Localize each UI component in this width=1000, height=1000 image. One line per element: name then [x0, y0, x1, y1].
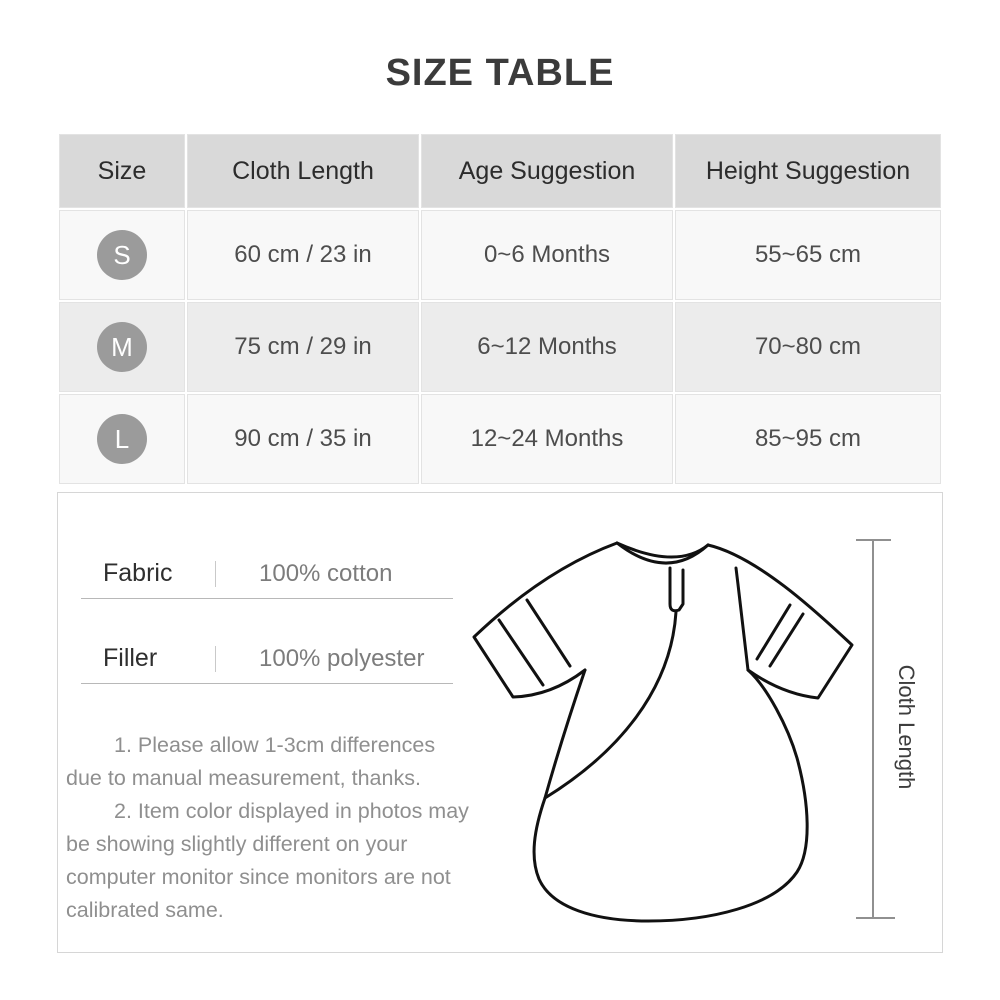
size-badge-s: S [97, 230, 147, 280]
right-cuff-stripe-1 [757, 605, 790, 659]
size-badge-l: L [97, 414, 147, 464]
cell-s-age: 0~6 Months [421, 210, 673, 300]
spec-value-fabric: 100% cotton [259, 559, 393, 587]
zipper-placket [670, 568, 683, 611]
cell-m-age: 6~12 Months [421, 302, 673, 392]
cell-l-age: 12~24 Months [421, 394, 673, 484]
measure-line [872, 540, 874, 918]
cell-s-cloth-length: 60 cm / 23 in [187, 210, 419, 300]
right-cuff-stripe-2 [770, 614, 803, 666]
header-cell-height: Height Suggestion [675, 134, 941, 208]
table-row-m [59, 302, 941, 392]
cell-m-cloth-length: 75 cm / 29 in [187, 302, 419, 392]
header-cell-age: Age Suggestion [421, 134, 673, 208]
body-right-edge [736, 568, 748, 670]
cell-l-cloth-length: 90 cm / 35 in [187, 394, 419, 484]
spec-row-fabric [81, 549, 453, 599]
spec-value-filler: 100% polyester [259, 644, 425, 672]
measure-line-bottom-cap [856, 917, 895, 919]
spec-label-filler: Filler [103, 644, 158, 672]
notes-section [66, 729, 470, 927]
size-table [57, 132, 943, 486]
cell-l-height: 85~95 cm [675, 394, 941, 484]
zipper-curve [545, 612, 676, 798]
left-cuff-stripe-2 [527, 600, 570, 666]
cell-m-height: 70~80 cm [675, 302, 941, 392]
body-outline [534, 670, 807, 921]
table-row-l [59, 394, 941, 484]
measure-line-top-cap [856, 539, 891, 541]
page-title: SIZE TABLE [385, 52, 615, 94]
cell-s-height: 55~65 cm [675, 210, 941, 300]
left-sleeve [474, 543, 617, 697]
header-cell-cloth-length: Cloth Length [187, 134, 419, 208]
spec-label-fabric: Fabric [103, 559, 173, 587]
table-row-s [59, 210, 941, 300]
spec-divider [215, 561, 216, 587]
size-table-header-row [59, 134, 941, 208]
header-cell-size: Size [59, 134, 185, 208]
measure-label: Cloth Length [894, 664, 919, 790]
spec-divider [215, 646, 216, 672]
note-color: 2. Item color displayed in photos may be showing slightly different on your computer monitor since monitors are not calibrated same. [66, 799, 469, 922]
sleeping-bag-line-art [460, 515, 880, 945]
note-measurement: 1. Please allow 1-3cm differences due to manual measurement, thanks. [66, 733, 436, 790]
size-badge-m: M [97, 322, 147, 372]
spec-row-filler [81, 634, 453, 684]
left-cuff-stripe-1 [499, 620, 543, 685]
